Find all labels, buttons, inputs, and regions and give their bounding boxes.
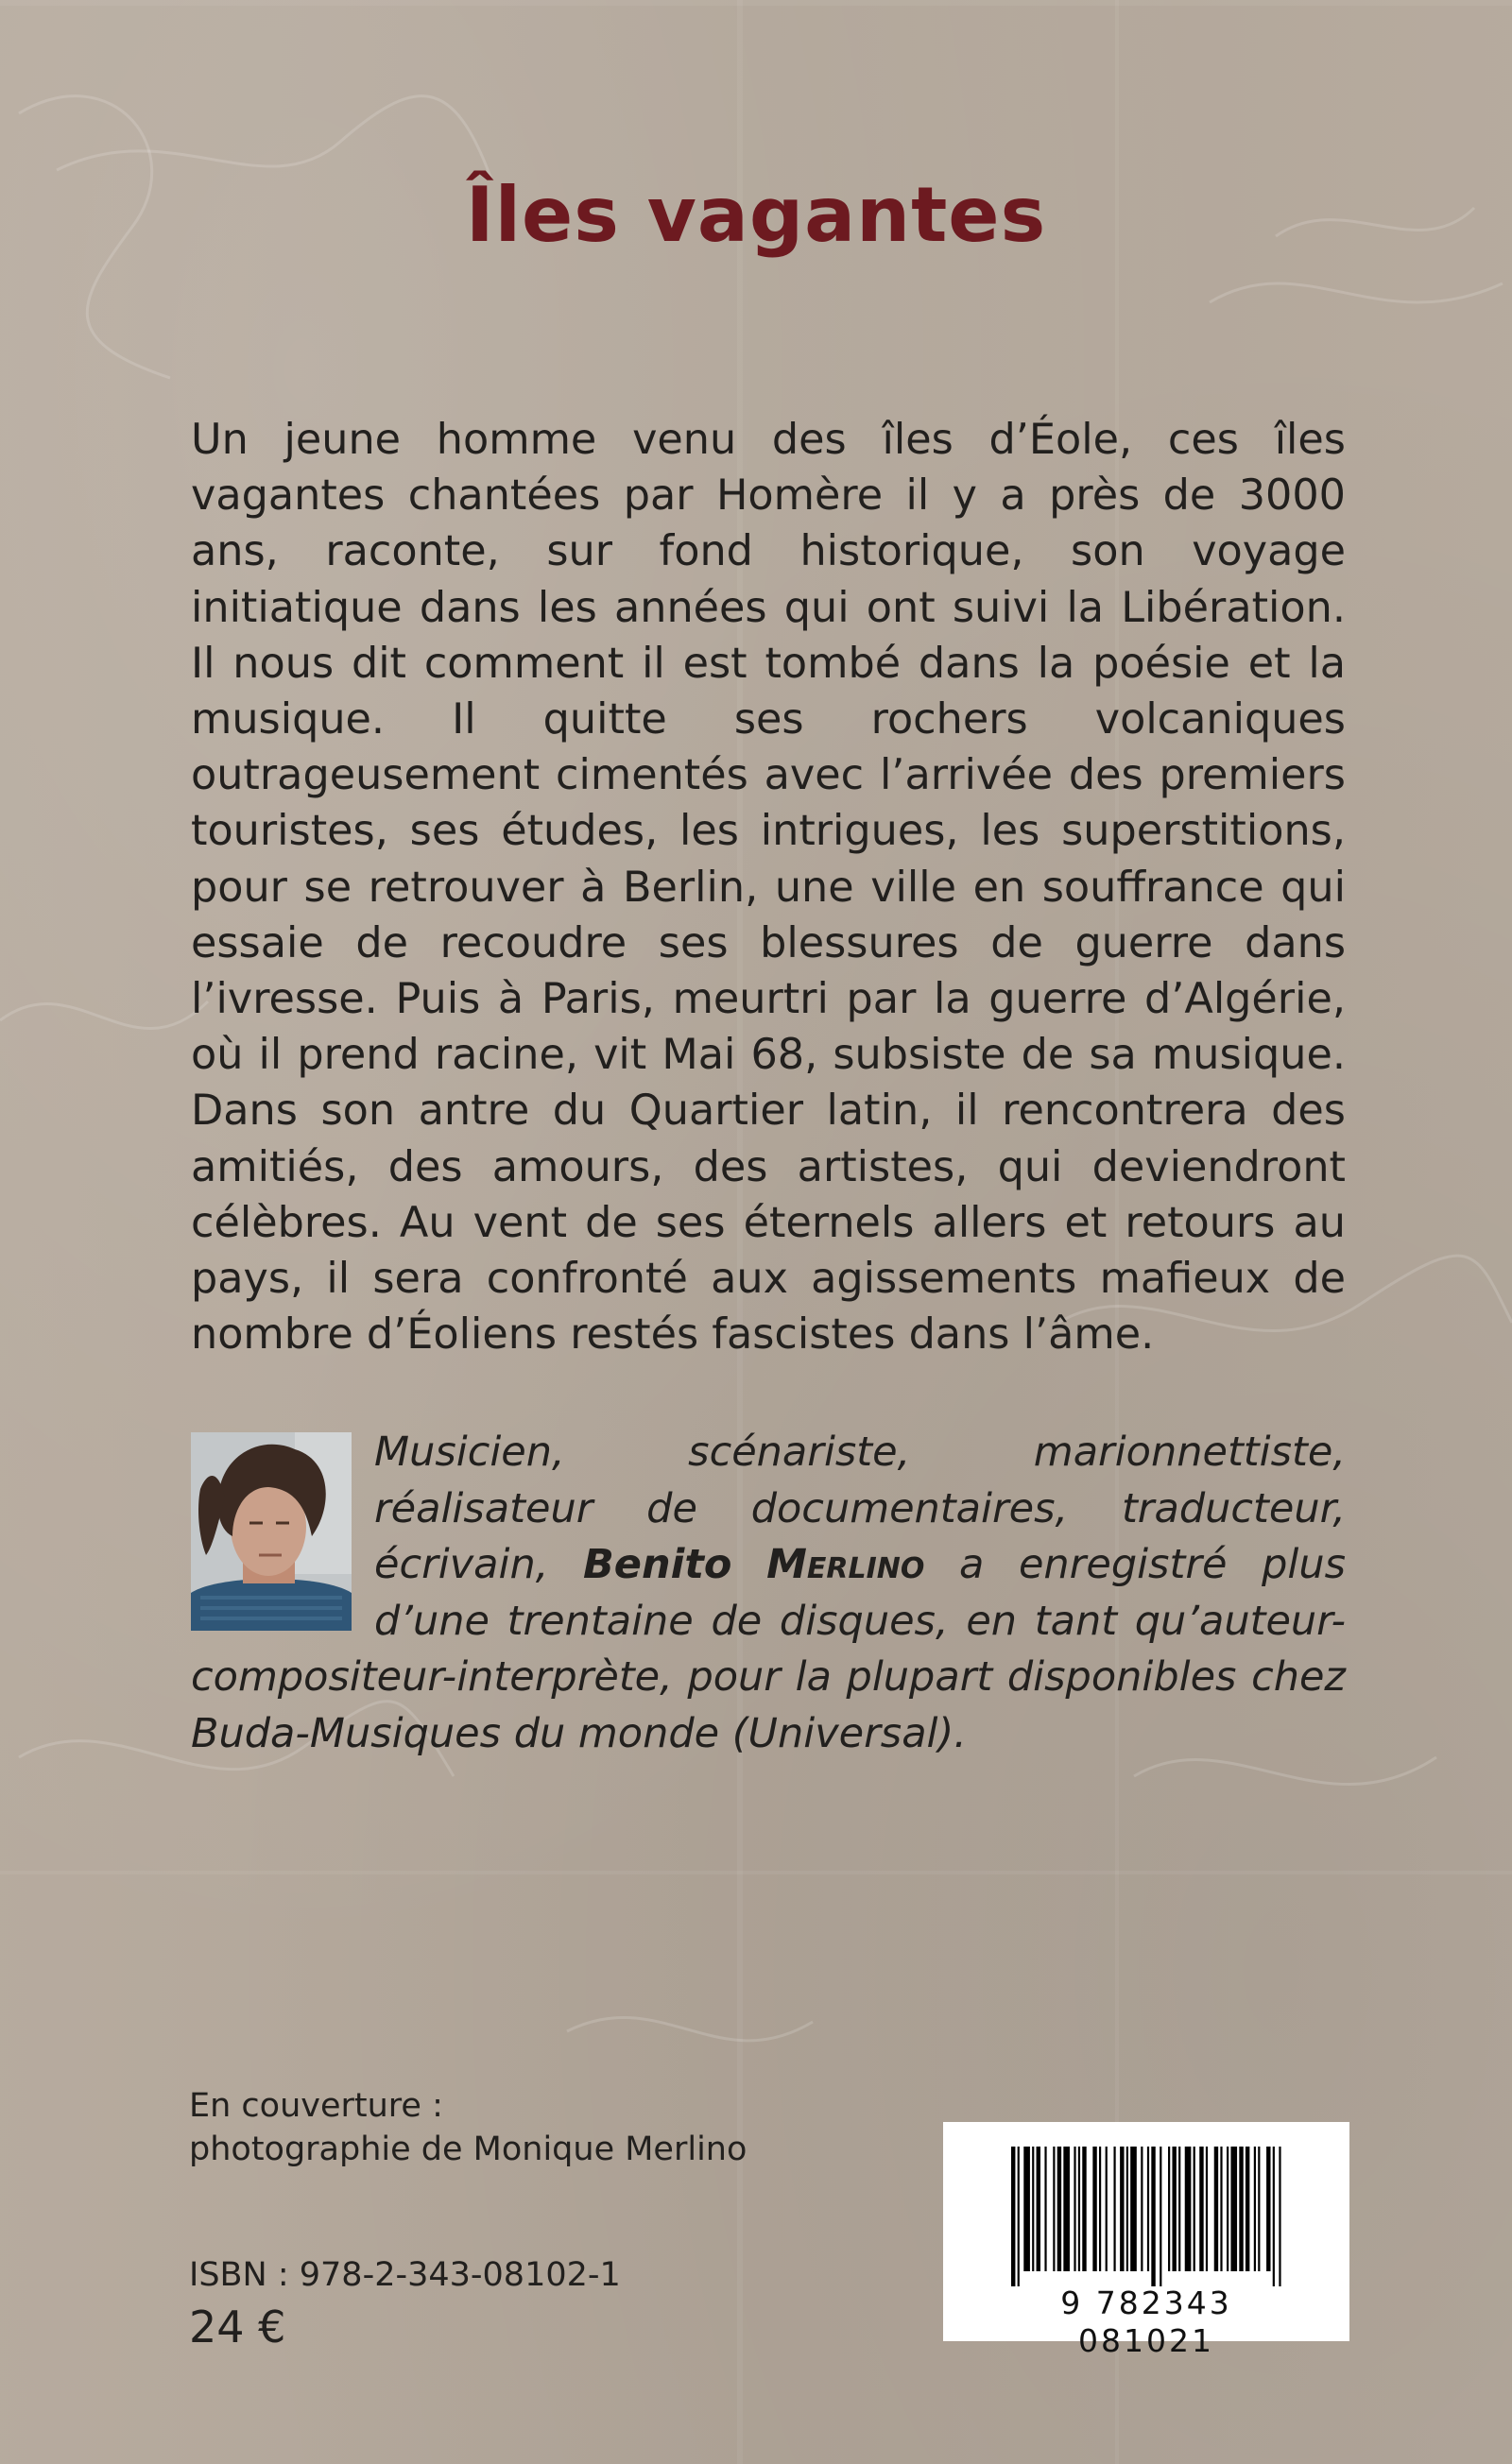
barcode-bar [1239, 2147, 1243, 2271]
barcode-bar [1037, 2147, 1040, 2271]
barcode-bar [1178, 2147, 1180, 2271]
barcode-bar [1230, 2147, 1237, 2271]
barcode-bar [1220, 2147, 1222, 2271]
barcode-bar [1044, 2147, 1046, 2271]
barcode-bar [1032, 2147, 1034, 2271]
barcode-bar [1074, 2147, 1075, 2271]
isbn-text: ISBN : 978-2-343-08102-1 [189, 2256, 621, 2294]
author-last-name: Merlino [766, 1541, 925, 1588]
barcode-bar [1185, 2147, 1192, 2271]
author-first-name: Benito [583, 1541, 732, 1588]
barcode-bar [1206, 2147, 1208, 2271]
barcode-bar [1120, 2147, 1124, 2271]
barcode-bar [1053, 2147, 1055, 2271]
author-portrait-image [191, 1432, 352, 1631]
cover-credit-line-1: En couverture : [189, 2087, 443, 2125]
book-title: Îles vagantes [465, 171, 1047, 259]
barcode-bar [1063, 2147, 1070, 2271]
barcode-bar [1266, 2147, 1270, 2271]
barcode-bar [1246, 2147, 1249, 2271]
barcode-bar [1258, 2147, 1260, 2271]
barcode-bar [1227, 2147, 1228, 2271]
author-photo [191, 1432, 352, 1631]
barcode-bar [1130, 2147, 1137, 2271]
cover-credit [189, 2084, 747, 2171]
barcode-bar [1172, 2147, 1176, 2271]
cover-credit-line-2: photographie de Monique Merlino [189, 2130, 747, 2168]
barcode-bar [1113, 2147, 1115, 2271]
barcode-bar [1078, 2147, 1080, 2271]
barcode-bar [1194, 2147, 1195, 2271]
barcode-bar [1151, 2147, 1155, 2286]
price-text: 24 € [189, 2301, 286, 2353]
barcode-bar [1099, 2147, 1101, 2271]
author-bio-rest: a enregistré plus d’une trentaine de disques, en tant qu’auteur-compositeur-interprète, pour la plupart disponibles chez Buda-Musiques du monde (Universal). [191, 1541, 1346, 1757]
barcode-bar [1126, 2147, 1128, 2271]
barcode-bar [1147, 2147, 1149, 2271]
barcode-bar [1168, 2147, 1170, 2271]
barcode-bar [1214, 2147, 1218, 2271]
barcode-bar [1254, 2147, 1256, 2271]
barcode-bar [1092, 2147, 1096, 2271]
barcode-bar [1141, 2147, 1143, 2271]
barcode-bar [1273, 2147, 1275, 2286]
barcode-bar [1057, 2147, 1061, 2271]
synopsis-text: Un jeune homme venu des îles d’Éole, ces îles vagantes chantées par Homère il y a près de 3000 ans, raconte, sur fond historique, son voyage initiatique dans les années qui ont suivi la Libération. Il nous dit comment il est tombé dans la poésie et la musique. Il quitte ses rochers volcaniques outrageusement cimentés avec l’arrivée des premiers touristes, ses études, les intrigues, les superstitions, pour se retrouver à Berlin, une ville en souffrance qui essaie de recoudre ses blessures de guerre dans l’ivresse. Puis à Paris, meurtri par la guerre d’Algérie, où il prend racine, vit Mai 68, subsiste de sa musique. Dans son antre du Quartier latin, il rencontrera des amitiés, des amours, des artistes, qui deviendront célèbres. Au vent de ses éternels allers et retours au pays, il sera confronté aux agissements mafieux de nombre d’Éoliens restés fascistes dans l’âme. [191, 416, 1346, 1360]
barcode-digits: 9 782343 081021 [1060, 2284, 1232, 2359]
barcode-bar [1082, 2147, 1086, 2271]
barcode-bar [1106, 2147, 1108, 2271]
barcode-bar [1160, 2147, 1161, 2286]
author-bio [191, 1425, 1346, 1762]
barcode-panel [943, 2122, 1349, 2359]
barcode-bar [1023, 2147, 1030, 2271]
author-bio-intro: Musicien, scénariste, marionnettiste, réalisateur de documentaires, traducteur, écrivain, [374, 1429, 1346, 1588]
barcode-bar [1011, 2147, 1015, 2286]
barcode-bar [1279, 2147, 1280, 2286]
barcode-icon [1011, 2147, 1285, 2286]
barcode-bar [1199, 2147, 1203, 2271]
barcode-bar [1018, 2147, 1020, 2286]
